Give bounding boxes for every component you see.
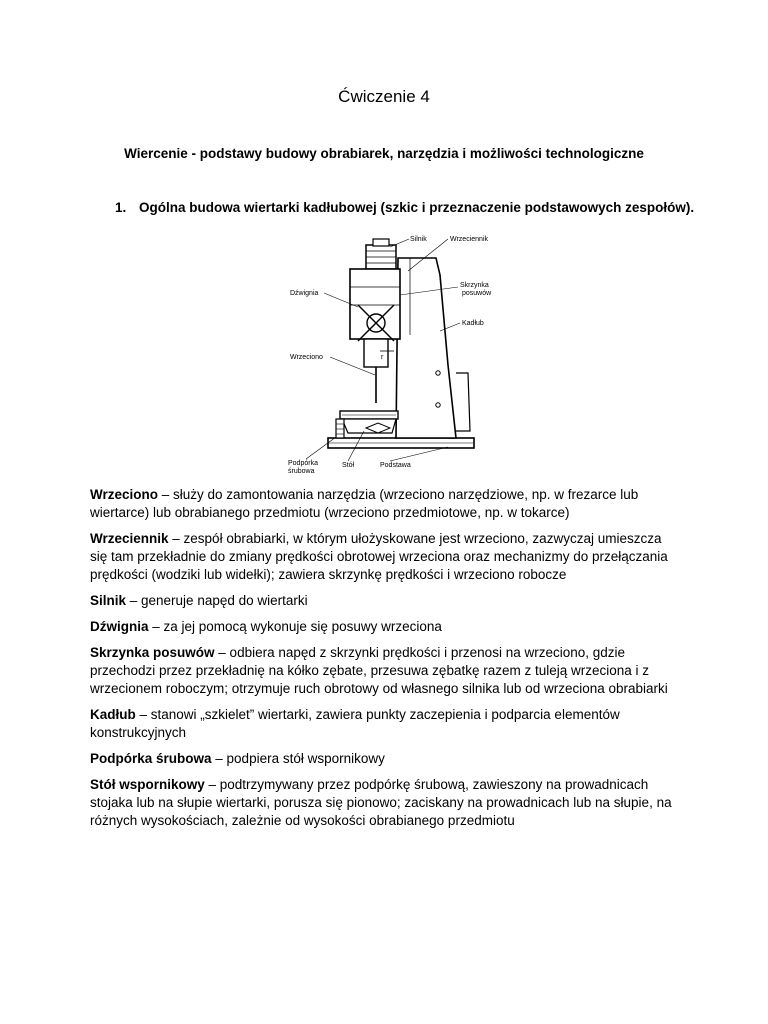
label-posuwow: posuwów <box>462 290 492 297</box>
definitions-list <box>90 486 680 838</box>
definition-text: – podpiera stół wspornikowy <box>211 751 385 766</box>
definition-stol-wspornikowy <box>90 776 680 830</box>
definition-text: – odbiera napęd z skrzynki prędkości i przenosi na wrzeciono, gdzie przechodzi przez przekładnię na kółko zębate, przesuwa zębatkę razem z tuleją wrzeciona i z wrzecionem roboczym; otrzymuje ruch obrotowy od własnego silnika lub od wrzeciona obrabiarki <box>90 645 668 696</box>
definition-wrzeciennik <box>90 530 680 584</box>
definition-term: Wrzeciono <box>90 487 159 502</box>
definition-term: Kadłub <box>90 707 136 722</box>
definition-term: Skrzynka posuwów <box>90 645 215 660</box>
definition-term: Dźwignia <box>90 619 149 634</box>
definition-wrzeciono <box>90 486 680 522</box>
definition-text: – podtrzymywany przez podpórkę śrubową, zawieszony na prowadnicach stojaka lub na słupie wiertarki, porusza się pionowo; zaciskany na prowadnicach lub na słupie, na różnych wysokościach, zależnie od wysokości obrabianego przedmiotu <box>90 777 672 828</box>
label-wrzeciennik: Wrzeciennik <box>450 236 488 243</box>
label-dzwignia: Dźwignia <box>290 290 319 297</box>
definition-skrzynka-posuwow <box>90 644 680 698</box>
drill-press-diagram <box>278 225 502 480</box>
label-podporka: Podpórka <box>288 460 318 467</box>
definition-term: Wrzeciennik <box>90 531 169 546</box>
label-podstawa: Podstawa <box>380 462 411 469</box>
label-skrzynka: Skrzynka <box>460 282 489 289</box>
definition-text: – stanowi „szkielet” wiertarki, zawiera punkty zaczepienia i podparcia elementów konstrukcyjnych <box>90 707 620 740</box>
section-number: 1. <box>115 200 127 215</box>
definition-podporka-srubowa <box>90 750 680 768</box>
definition-dzwignia <box>90 618 680 636</box>
definition-kadlub <box>90 706 680 742</box>
svg-text:r: r <box>381 354 384 361</box>
label-srubowa: śrubowa <box>288 468 315 475</box>
definition-text: – generuje napęd do wiertarki <box>126 593 308 608</box>
section-heading <box>115 200 694 215</box>
label-wrzeciono: Wrzeciono <box>290 354 323 361</box>
definition-text: – służy do zamontowania narzędzia (wrzeciono narzędziowe, np. w frezarce lub wiertarce) lub obrabianego przedmiotu (wrzeciono przedmiotowe, np. w tokarce) <box>90 487 639 520</box>
page-title: Ćwiczenie 4 <box>338 87 430 106</box>
spindle-sleeve-shape <box>364 339 388 367</box>
label-kadlub: Kadłub <box>462 320 484 327</box>
drill-press-sketch <box>278 225 502 480</box>
label-silnik: Silnik <box>410 236 427 243</box>
screw-support-shape <box>336 419 344 438</box>
page-subtitle: Wiercenie - podstawy budowy obrabiarek, narzędzia i możliwości technologiczne <box>124 146 644 161</box>
definition-term: Stół wspornikowy <box>90 777 205 792</box>
definition-term: Podpórka śrubowa <box>90 751 212 766</box>
definition-silnik <box>90 592 680 610</box>
definition-text: – za jej pomocą wykonuje się posuwy wrzeciona <box>148 619 442 634</box>
definition-term: Silnik <box>90 593 127 608</box>
definition-text: – zespół obrabiarki, w którym ułożyskowane jest wrzeciono, zazwyczaj umieszcza się tam przekładnie do zmiany prędkości obrotowej wrzeciona oraz mechanizmy do przełączania prędkości (wodziki lub widełki); zawiera skrzynkę prędkości i wrzeciono robocze <box>90 531 668 582</box>
section-heading-text: Ogólna budowa wiertarki kadłubowej (szkic i przeznaczenie podstawowych zespołów). <box>139 200 695 215</box>
label-stol: Stół <box>342 462 355 469</box>
